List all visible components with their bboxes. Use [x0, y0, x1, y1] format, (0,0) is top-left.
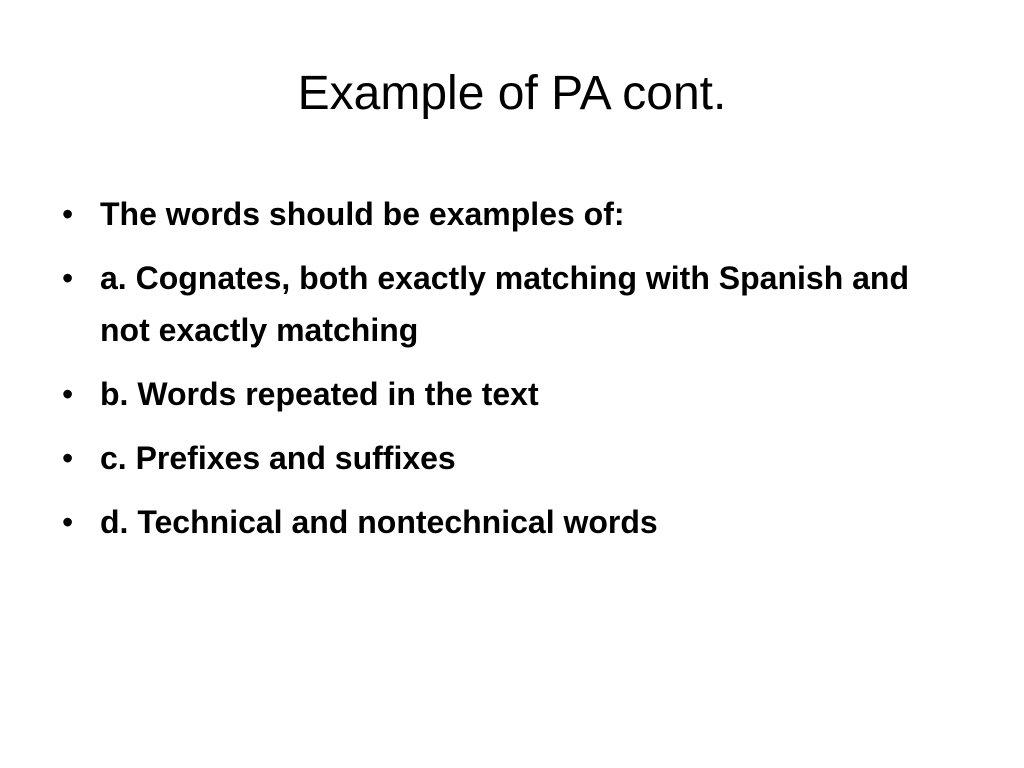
- bullet-text: c. Prefixes and suffixes: [100, 440, 456, 476]
- bullet-text: b. Words repeated in the text: [100, 376, 539, 412]
- bullet-text: a. Cognates, both exactly matching with Spanish and not exactly matching: [100, 260, 910, 348]
- bullet-item: [60, 188, 920, 240]
- bullet-item: [60, 368, 920, 420]
- bullet-dot-icon: •: [62, 260, 74, 296]
- bullet-text: The words should be examples of:: [100, 196, 625, 232]
- slide-title: Example of PA cont.: [297, 67, 727, 120]
- bullet-dot-icon: •: [62, 376, 74, 412]
- bullet-dot-icon: •: [62, 440, 74, 476]
- bullet-list: [60, 188, 920, 560]
- bullet-item: [60, 496, 920, 548]
- bullet-dot-icon: •: [62, 504, 74, 540]
- bullet-text: d. Technical and nontechnical words: [100, 504, 658, 540]
- bullet-item: [60, 432, 920, 484]
- bullet-item: [60, 252, 920, 356]
- bullet-dot-icon: •: [62, 196, 74, 232]
